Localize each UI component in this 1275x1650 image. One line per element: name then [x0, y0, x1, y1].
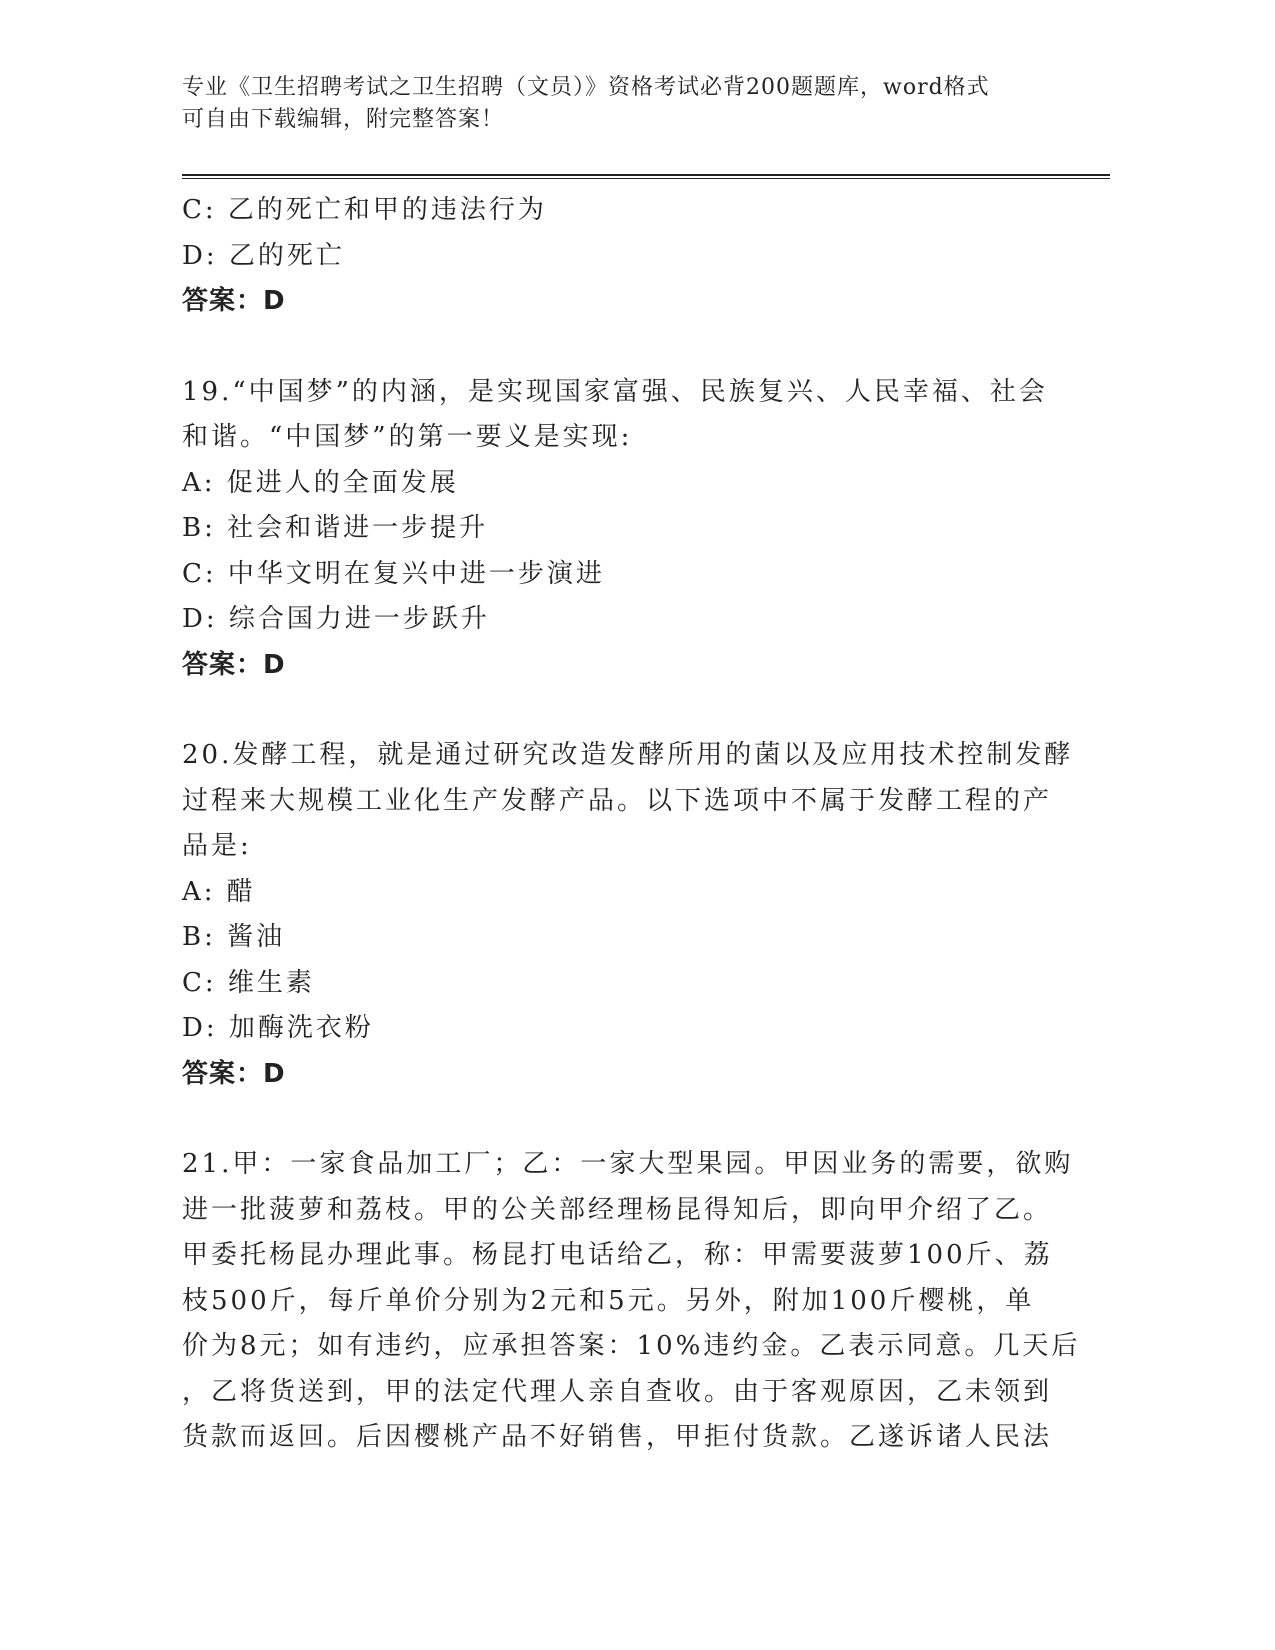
question-stem-line: ，乙将货送到，甲的法定代理人亲自查收。由于客观原因，乙未领到 [182, 1376, 1053, 1407]
question-stem-line: 枝500斤，每斤单价分别为2元和5元。另外，附加100斤樱桃，单 [182, 1285, 1035, 1316]
header-divider [182, 174, 1110, 179]
option-c: C: 中华文明在复兴中进一步演进 [182, 558, 605, 589]
question-20 [182, 733, 1082, 1097]
option-c: C: 乙的死亡和甲的违法行为 [182, 195, 547, 225]
option-a: A: 促进人的全面发展 [182, 467, 459, 498]
answer-line: 答案：D [182, 649, 286, 680]
document-header [182, 72, 1042, 136]
spacer [182, 1097, 1082, 1142]
question-stem-line: 品是: [182, 831, 252, 861]
option-d: D: 乙的死亡 [182, 240, 345, 271]
question-stem-line: 21.甲：一家食品加工厂；乙：一家大型果园。甲因业务的需要，欲购 [182, 1149, 1074, 1179]
question-stem-line: 甲委托杨昆办理此事。杨昆打电话给乙，称：甲需要菠萝100斤、荔 [182, 1240, 1053, 1270]
question-stem-line: 20.发酵工程，就是通过研究改造发酵所用的菌以及应用技术控制发酵 [182, 740, 1074, 770]
header-line-1: 专业《卫生招聘考试之卫生招聘（文员）》资格考试必背200题题库，word格式 [182, 75, 990, 100]
spacer [182, 688, 1082, 733]
option-b: B: 社会和谐进一步提升 [182, 513, 489, 543]
question-21 [182, 1142, 1082, 1461]
answer-line: 答案：D [182, 1058, 286, 1089]
question-stem-line: 和谐。“中国梦”的第一要义是实现: [182, 422, 633, 452]
question-stem-line: 过程来大规模工业化生产发酵产品。以下选项中不属于发酵工程的产 [182, 785, 1053, 816]
option-a: A: 醋 [182, 876, 256, 907]
question-18-tail [182, 188, 1082, 325]
option-c: C: 维生素 [182, 967, 315, 998]
question-content [182, 188, 1082, 1461]
header-line-2: 可自由下载编辑，附完整答案！ [182, 107, 505, 132]
option-b: B: 酱油 [182, 922, 286, 952]
option-d: D: 加酶洗衣粉 [182, 1013, 374, 1043]
question-stem-line: 19.“中国梦”的内涵，是实现国家富强、民族复兴、人民幸福、社会 [182, 376, 1048, 407]
question-stem-line: 进一批菠萝和荔枝。甲的公关部经理杨昆得知后，即向甲介绍了乙。 [182, 1194, 1053, 1225]
question-19 [182, 370, 1082, 689]
question-stem-line: 货款而返回。后因樱桃产品不好销售，甲拒付货款。乙遂诉诸人民法 [182, 1422, 1053, 1452]
answer-line: 答案：D [182, 286, 286, 316]
spacer [182, 325, 1082, 370]
option-d: D: 综合国力进一步跃升 [182, 604, 490, 634]
question-stem-line: 价为8元；如有违约，应承担答案：10%违约金。乙表示同意。几天后 [182, 1331, 1081, 1361]
